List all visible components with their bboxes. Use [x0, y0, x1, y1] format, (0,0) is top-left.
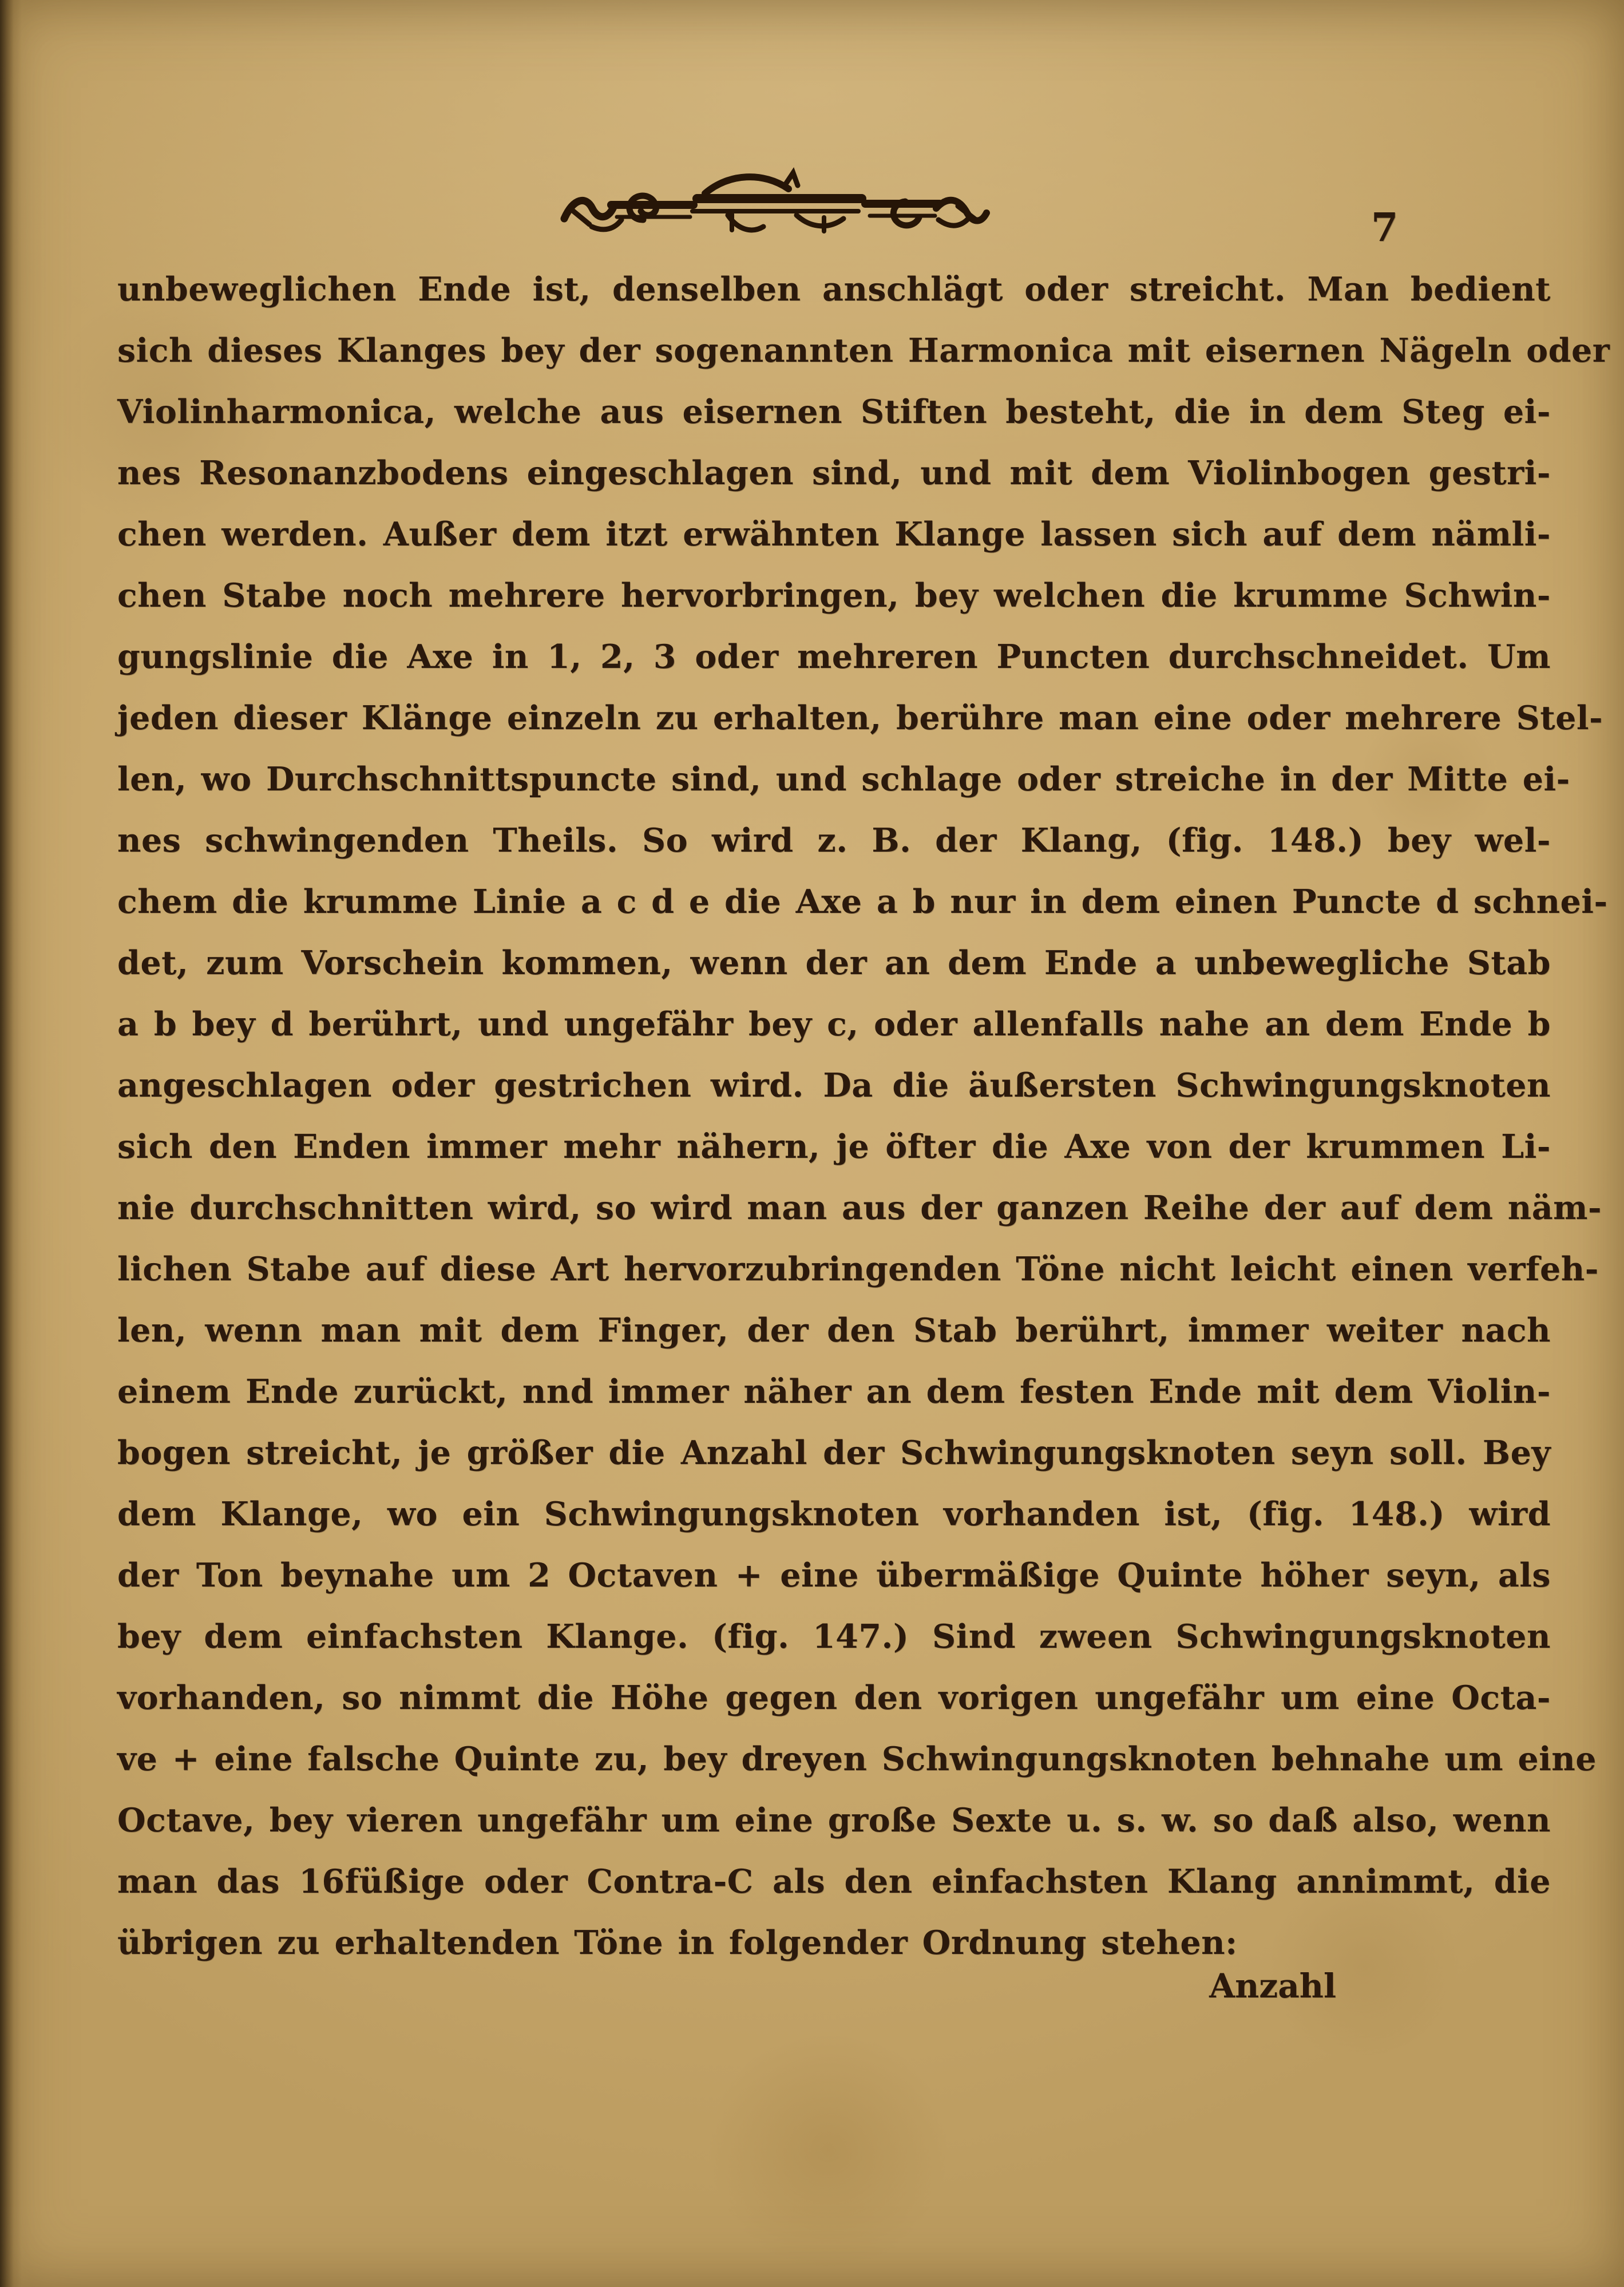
text-line: jeden dieser Klänge einzeln zu erhalten, berühre man eine oder mehrere Stel-: [117, 699, 1603, 737]
text-line: nie durchschnitten wird, so wird man aus der ganzen Reihe der auf dem näm-: [117, 1189, 1602, 1227]
text-line: vorhanden, so nimmt die Höhe gegen den vorigen ungefähr um eine Octa-: [117, 1679, 1551, 1717]
body-text: [117, 259, 1610, 1973]
text-line: bogen streicht, je größer die Anzahl der Schwingungsknoten seyn soll. Bey: [117, 1434, 1551, 1472]
catchword: Anzahl: [1209, 1966, 1336, 2005]
text-line: ve + eine falsche Quinte zu, bey dreyen Schwingungsknoten behnahe um eine: [117, 1740, 1597, 1778]
text-line: einem Ende zurückt, nnd immer näher an dem festen Ende mit dem Violin-: [117, 1372, 1551, 1411]
text-line: übrigen zu erhaltenden Töne in folgender Ordnung stehen:: [117, 1924, 1238, 1962]
text-line: man das 16füßige oder Contra-C als den einfachsten Klang annimmt, die: [117, 1862, 1551, 1901]
text-line: len, wo Durchschnittspuncte sind, und schlage oder streiche in der Mitte ei-: [117, 760, 1570, 798]
text-line: sich den Enden immer mehr nähern, je öfter die Axe von der krummen Li-: [117, 1127, 1551, 1166]
text-line: unbeweglichen Ende ist, denselben anschlägt oder streicht. Man bedient: [117, 270, 1551, 308]
text-line: len, wenn man mit dem Finger, der den Stab berührt, immer weiter nach: [117, 1311, 1551, 1350]
text-line: gungslinie die Axe in 1, 2, 3 oder mehreren Puncten durchschneidet. Um: [117, 638, 1551, 676]
text-line: nes schwingenden Theils. So wird z. B. der Klang, (fig. 148.) bey wel-: [117, 821, 1551, 860]
text-line: lichen Stabe auf diese Art hervorzubringenden Töne nicht leicht einen verfeh-: [117, 1250, 1599, 1288]
text-line: der Ton beynahe um 2 Octaven + eine übermäßige Quinte höher seyn, als: [117, 1556, 1551, 1594]
header-ornament-icon: [556, 164, 992, 245]
text-line: a b bey d berührt, und ungefähr bey c, oder allenfalls nahe an dem Ende b: [117, 1005, 1551, 1043]
page-gutter-edge: [0, 0, 32, 2287]
text-line: chem die krumme Linie a c d e die Axe a b nur in dem einen Puncte d schnei-: [117, 883, 1608, 921]
text-line: nes Resonanzbodens eingeschlagen sind, und mit dem Violinbogen gestri-: [117, 454, 1551, 492]
page-number: 7: [1371, 205, 1399, 251]
text-line: Octave, bey vieren ungefähr um eine große Sexte u. s. w. so daß also, wenn: [117, 1801, 1551, 1839]
text-line: bey dem einfachsten Klange. (fig. 147.) Sind zween Schwingungsknoten: [117, 1617, 1551, 1656]
text-line: sich dieses Klanges bey der sogenannten Harmonica mit eisernen Nägeln oder: [117, 331, 1610, 370]
text-line: chen Stabe noch mehrere hervorbringen, bey welchen die krumme Schwin-: [117, 576, 1551, 615]
text-line: det, zum Vorschein kommen, wenn der an dem Ende a unbewegliche Stab: [117, 944, 1551, 982]
text-line: dem Klange, wo ein Schwingungsknoten vorhanden ist, (fig. 148.) wird: [117, 1495, 1551, 1533]
text-line: angeschlagen oder gestrichen wird. Da die äußersten Schwingungsknoten: [117, 1066, 1551, 1105]
text-line: Violinharmonica, welche aus eisernen Stiften besteht, die in dem Steg ei-: [117, 393, 1551, 431]
text-line: chen werden. Außer dem itzt erwähnten Klange lassen sich auf dem nämli-: [117, 515, 1551, 553]
